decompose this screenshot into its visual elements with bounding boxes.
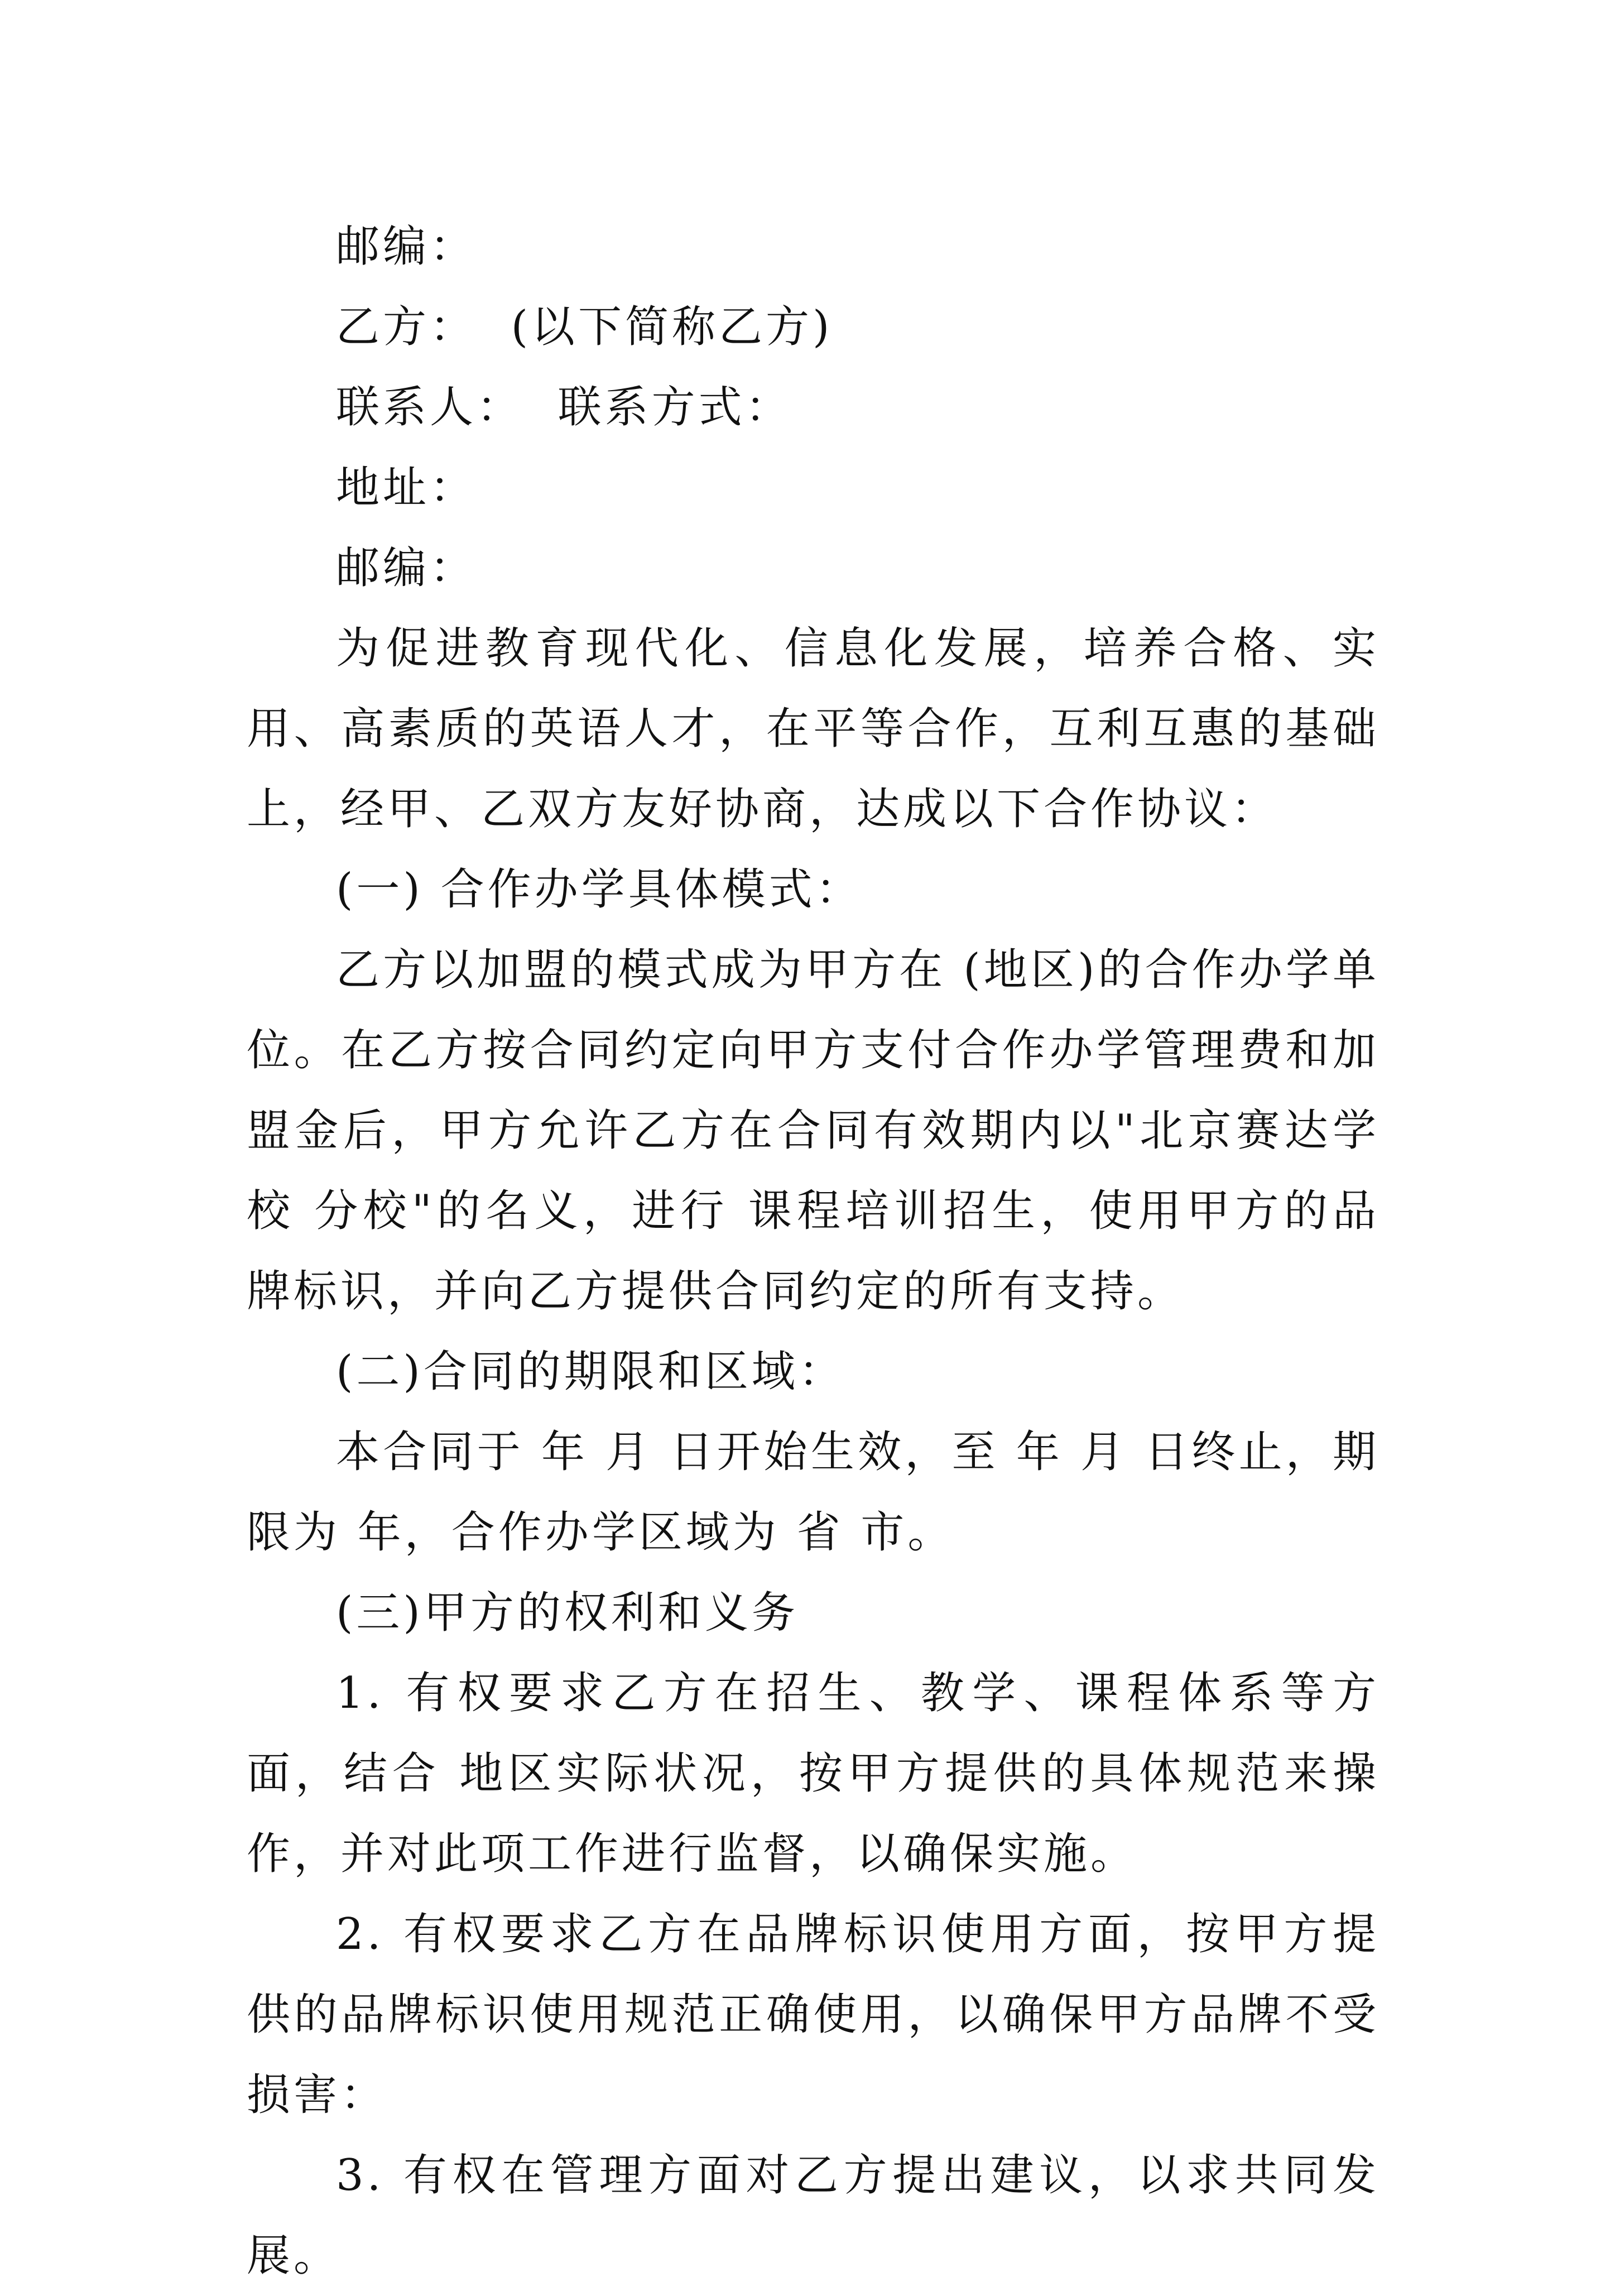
document-body (247, 206, 1380, 2296)
section-3-item-1: 1. 有权要求乙方在招生、教学、课程体系等方面，结合 地区实际状况，按甲方提供的具体规范来操作，并对此项工作进行监督，以确保实施。 (247, 1668, 1380, 1879)
section-1-body: 乙方以加盟的模式成为甲方在 (地区)的合作办学单位。在乙方按合同约定向甲方支付合作办学管理费和加盟金后，甲方允许乙方在合同有效期内以"北京赛达学校 分校"的名义，进行 课程培训招生，使用甲方的品牌标识，并向乙方提供合同约定的所有支持。 (247, 945, 1380, 1317)
party-b-line: 乙方： (以下简称乙方) (336, 302, 833, 352)
address-line: 地址： (336, 463, 477, 513)
section-2-body: 本合同于 年 月 日开始生效，至 年 月 日终止，期限为 年，合作办学区域为 省 市。 (247, 1427, 1380, 1558)
intro-paragraph: 为促进教育现代化、信息化发展，培养合格、实用、高素质的英语人才，在平等合作，互利互惠的基础上，经甲、乙双方友好协商，达成以下合作协议： (247, 623, 1380, 834)
section-1-heading: (一) 合作办学具体模式： (336, 864, 863, 915)
contact-line: 联系人： 联系方式： (336, 382, 792, 433)
postcode-line-a: 邮编： (336, 222, 477, 272)
section-3-heading: (三)甲方的权利和义务 (336, 1588, 799, 1638)
section-3-item-3: 3. 有权在管理方面对乙方提出建议，以求共同发展。 (247, 2150, 1380, 2281)
postcode-line-b: 邮编： (336, 543, 477, 593)
section-2-heading: (二)合同的期限和区域： (336, 1347, 845, 1397)
section-3-item-2: 2. 有权要求乙方在品牌标识使用方面，按甲方提供的品牌标识使用规范正确使用，以确保甲方品牌不受损害： (247, 1909, 1380, 2120)
